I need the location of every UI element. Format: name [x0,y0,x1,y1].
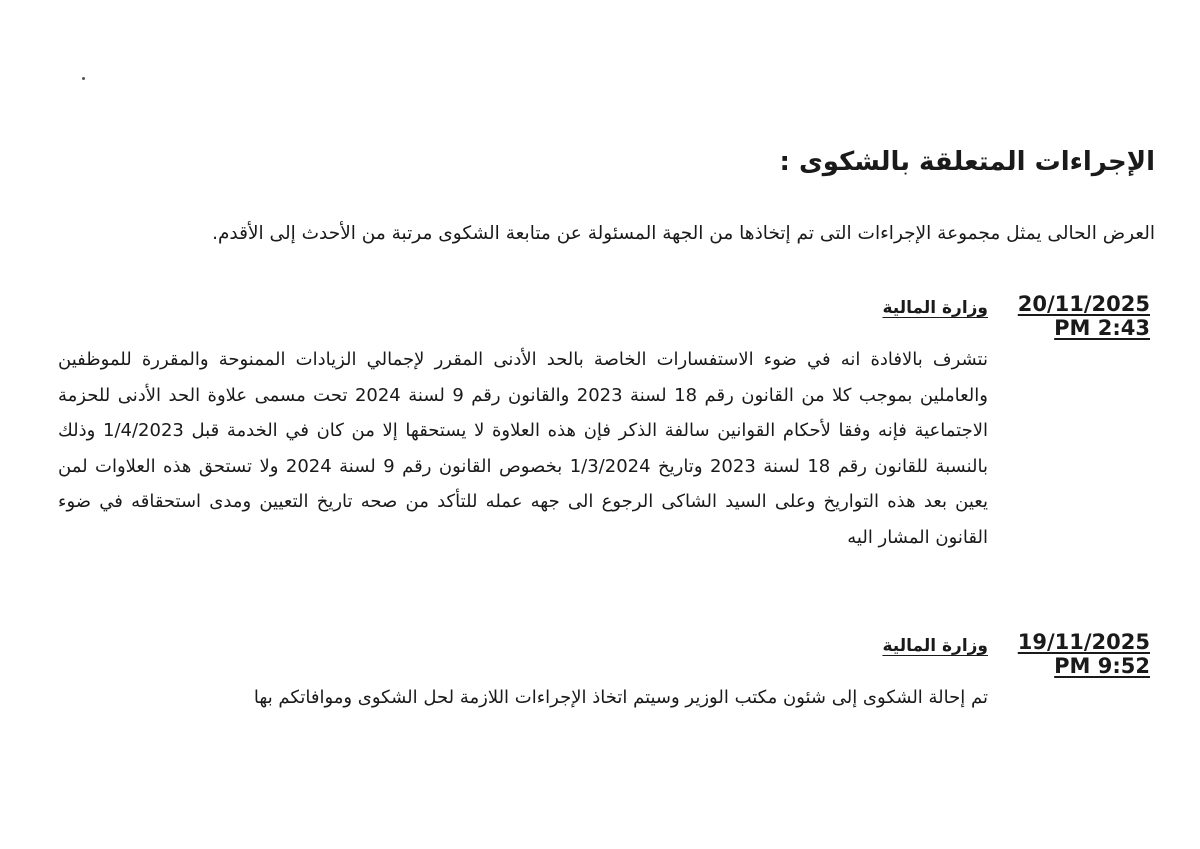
entry-1-organization: وزارة المالية [882,298,988,318]
intro-paragraph: العرض الحالى يمثل مجموعة الإجراءات التى تم إتخاذها من الجهة المسئولة عن متابعة الشكوى مرتبة من الأحدث إلى الأقدم. [212,223,1155,244]
scan-speck [82,77,85,80]
entry-2-time: PM 9:52 [1054,654,1150,678]
entry-1-time: PM 2:43 [1054,316,1150,340]
section-heading: الإجراءات المتعلقة بالشكوى : [779,147,1155,177]
entry-1-text: نتشرف بالافادة انه في ضوء الاستفسارات الخاصة بالحد الأدنى المقرر لإجمالي الزيادات الممنوحة والمقررة للموظفين والعاملين بموجب كلا من القانون رقم 18 لسنة 2023 والقانون رقم 9 لسنة 2024 تحت مسمى علاوة الحد الأدنى للحزمة الاجتماعية فإنه وفقا لأحكام القوانين سالفة الذكر فإن هذه العلاوة لا يستحقها إلا من كان في الخدمة قبل 1/4/2023 وذلك بالنسبة للقانون رقم 18 لسنة 2023 وتاريخ 1/3/2024 بخصوص القانون رقم 9 لسنة 2024 ولا تستحق هذه العلاوات لمن يعين بعد هذه التواريخ وعلى السيد الشاكى الرجوع الى جهه عمله للتأكد من صحه تاريخ التعيين ومدى استحقاقه في ضوء القانون المشار اليه [58,349,988,548]
entry-1-date: 20/11/2025 [1017,292,1150,316]
entry-2-text: تم إحالة الشكوى إلى شئون مكتب الوزير وسيتم اتخاذ الإجراءات اللازمة لحل الشكوى وموافاتكم بها [253,687,988,708]
entry-2-organization: وزارة المالية [882,636,988,656]
entry-2-date: 19/11/2025 [1017,630,1150,654]
